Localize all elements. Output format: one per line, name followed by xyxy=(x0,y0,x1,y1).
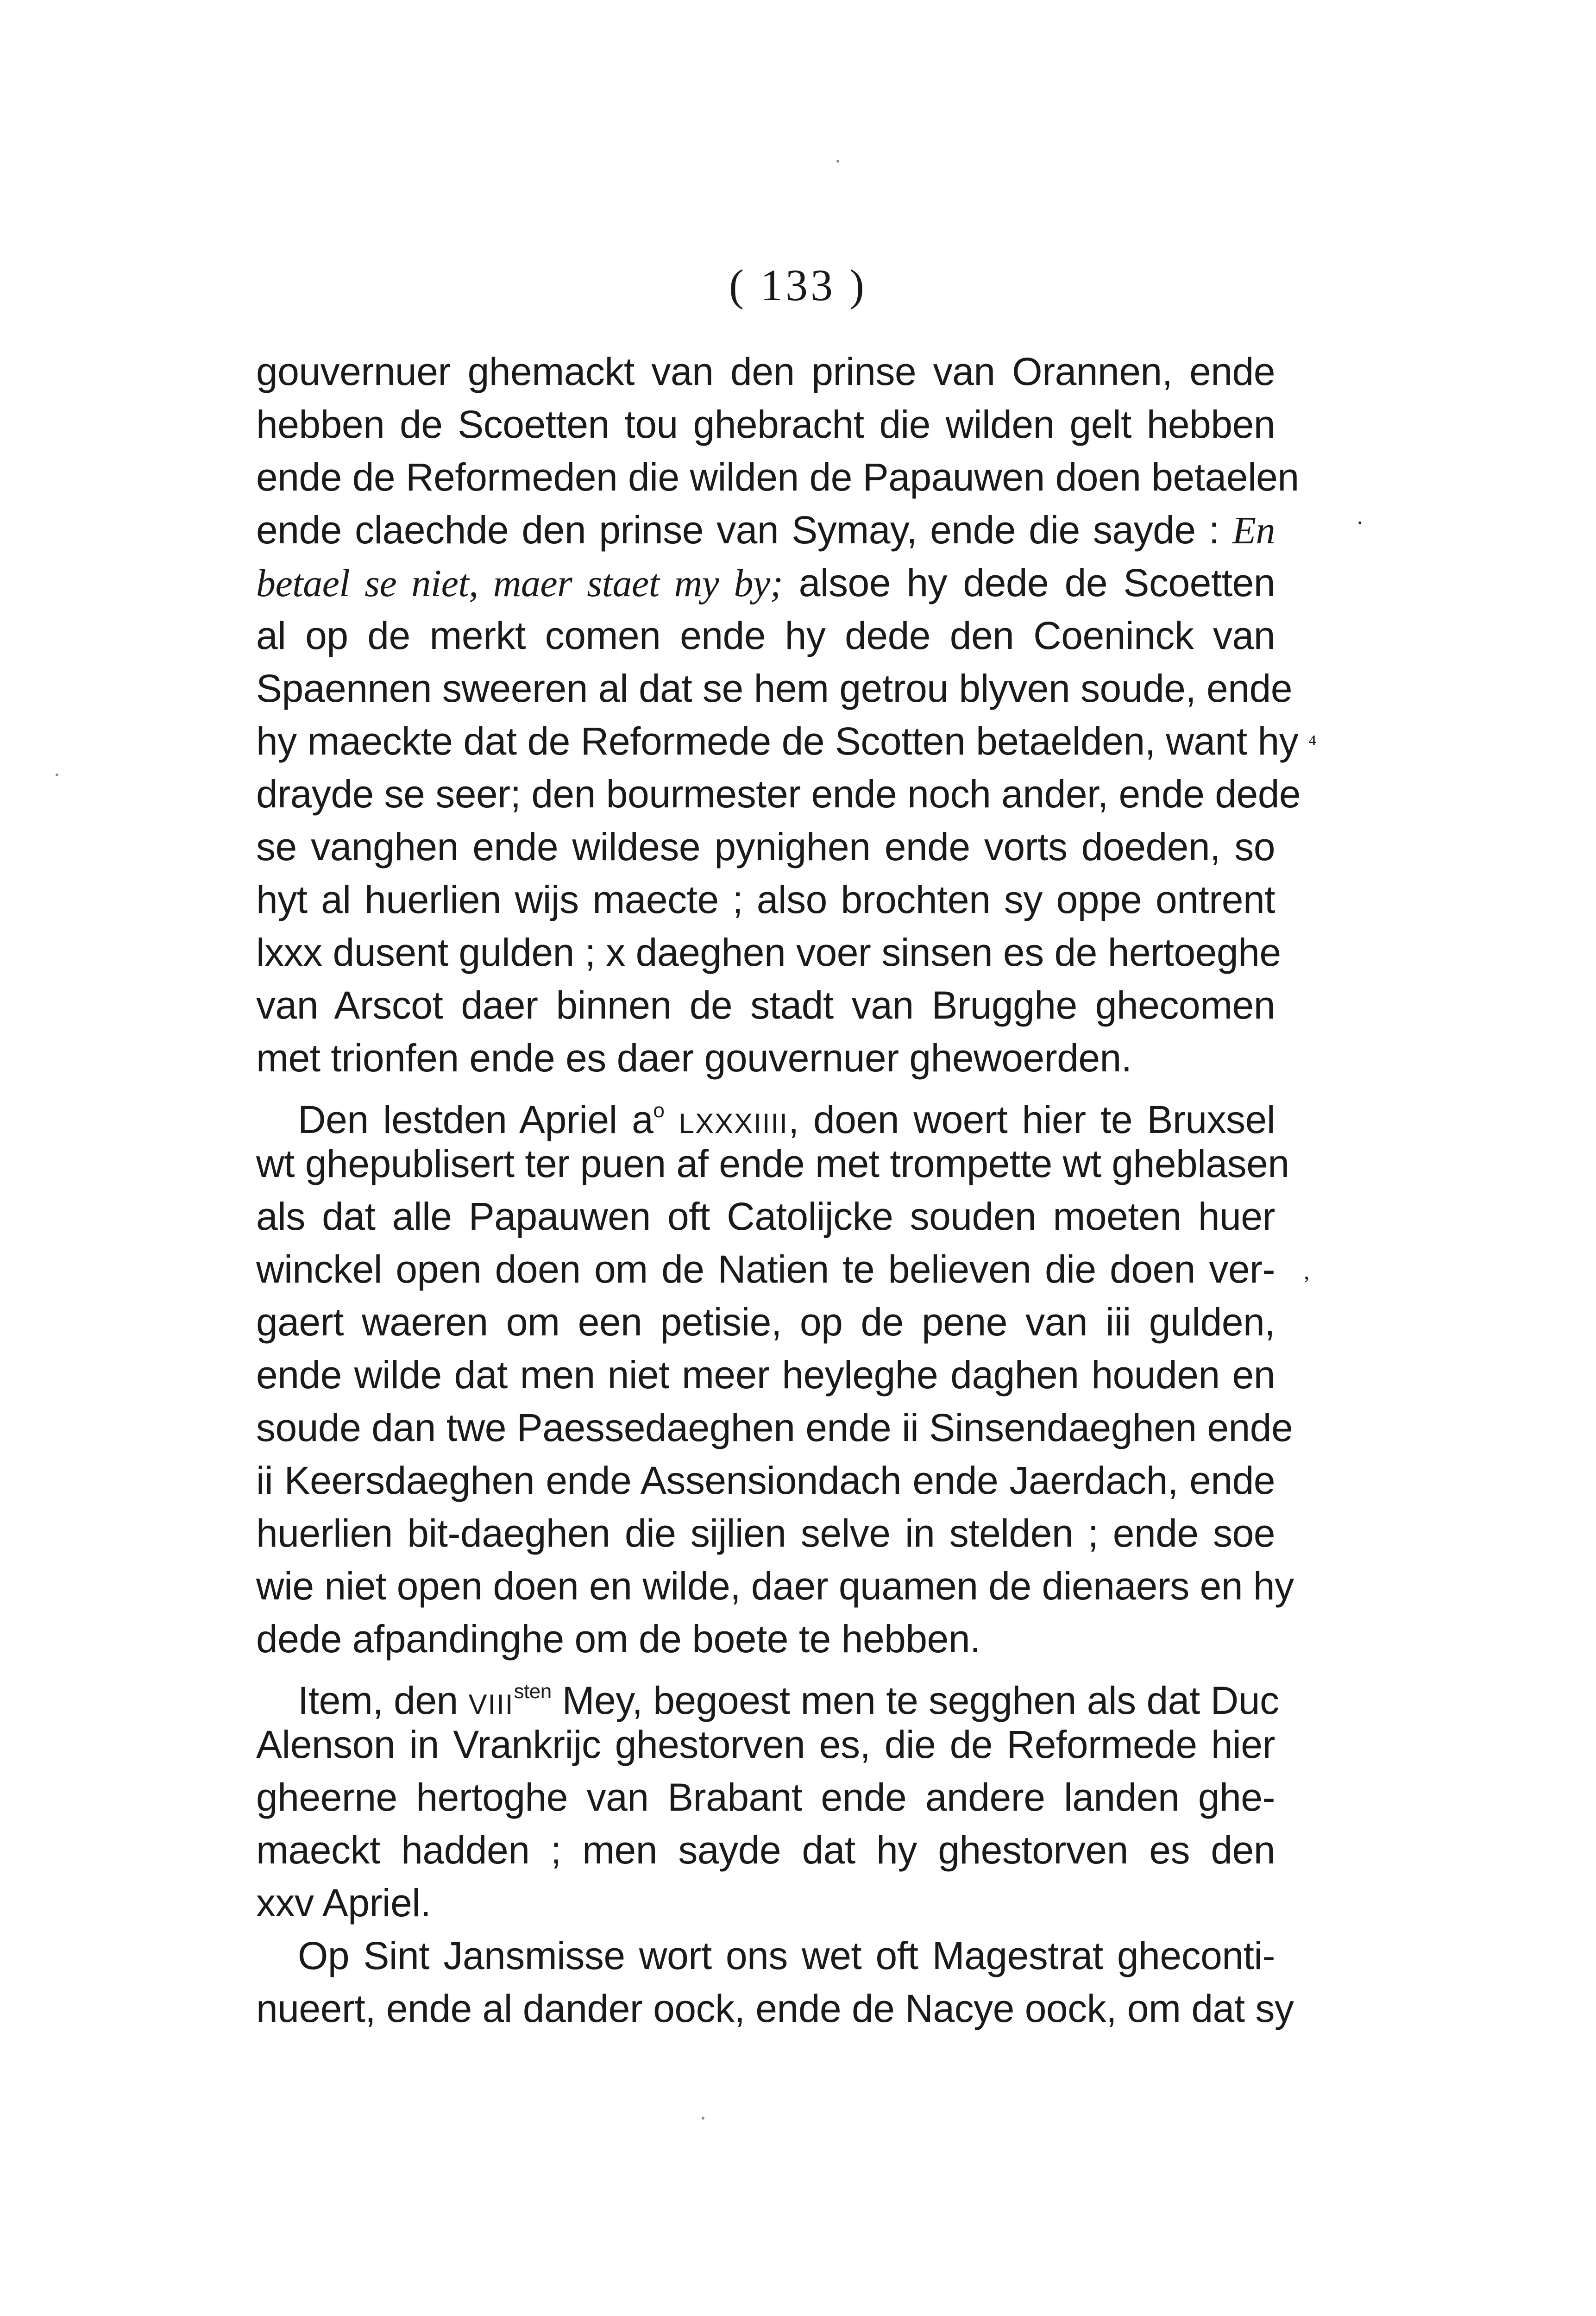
margin-mark: ⁴ xyxy=(1308,730,1317,756)
text-line: drayde se seer; den bourmester ende noch ander, ende dede xyxy=(256,772,1301,816)
text-line: gheerne hertoghe van Brabant ende andere landen ghe- xyxy=(256,1775,1275,1819)
margin-mark: . xyxy=(1357,503,1363,529)
superscript: o xyxy=(653,1099,665,1122)
paper-speck xyxy=(836,160,839,163)
text-line: ende de Reformeden die wilden de Papauwen doen betaelen xyxy=(256,455,1299,499)
text-line: winckel open doen om de Natien te believen die doen ver- xyxy=(256,1247,1275,1291)
text-line: se vanghen ende wildese pynighen ende vorts doeden, so xyxy=(256,825,1275,868)
paper-speck xyxy=(56,774,58,776)
italic-text: betael se niet, maer staet my by; xyxy=(256,562,783,605)
text-line: ende claechde den prinse van Symay, ende die sayde : En xyxy=(256,508,1275,552)
page-number: ( 133 ) xyxy=(729,260,867,310)
text-line: lxxx dusent gulden ; x daeghen voer sinsen es de hertoeghe xyxy=(256,931,1281,974)
text-line: ii Keersdaeghen ende Assensiondach ende Jaerdach, ende xyxy=(256,1459,1275,1502)
text-line: als dat alle Papauwen oft Catolijcke souden moeten huer xyxy=(256,1195,1275,1238)
paper-speck xyxy=(702,2117,704,2120)
paragraph xyxy=(256,1084,1294,1665)
text-line: Op Sint Jansmisse wort ons wet oft Magestrat gheconti- xyxy=(298,1934,1275,1977)
paragraph xyxy=(256,1665,1279,1929)
text-line: Item, den $VIII^{sten}$ Mey, begoest men te segghen als dat Duc xyxy=(298,1679,1279,1722)
text-line: nueert, ende al dander oock, ende de Nacye oock, om dat sy xyxy=(256,1987,1294,2030)
superscript: sten xyxy=(514,1680,552,1703)
text-line: hyt al huerlien wijs maecte ; also brochten sy oppe ontrent xyxy=(256,878,1275,921)
paragraph xyxy=(256,1929,1294,2035)
text-line: soude dan twe Paessedaeghen ende ii Sinsendaeghen ende xyxy=(256,1406,1293,1449)
text-line: gaert waeren om een petisie, op de pene van iii gulden, xyxy=(256,1300,1275,1344)
text-line: al op de merkt comen ende hy dede den Coeninck van xyxy=(256,614,1275,657)
text-line: Spaennen sweeren al dat se hem getrou blyven soude, ende xyxy=(256,667,1292,710)
body-text xyxy=(256,345,1301,2035)
text-line: Den lestden Apriel $a^o$ LXXXIIII, doen woert hier te Bruxsel xyxy=(298,1098,1275,1141)
small-caps-numeral: LXXXIIII xyxy=(679,1108,788,1139)
text-line: maeckt hadden ; men sayde dat hy ghestorven es den xyxy=(256,1828,1275,1872)
text-line: hebben de Scoetten tou ghebracht die wilden gelt hebben xyxy=(256,403,1275,446)
text-line: xxv Apriel. xyxy=(256,1881,431,1925)
text-line: gouvernuer ghemackt van den prinse van Orannen, ende xyxy=(256,350,1275,393)
text-line: hy maeckte dat de Reformede de Scotten betaelden, want hy xyxy=(256,719,1299,763)
text-line: Alenson in Vrankrijc ghestorven es, die de Reformede hier xyxy=(256,1723,1275,1766)
text-line: wie niet open doen en wilde, daer quamen de dienaers en hy xyxy=(256,1564,1294,1608)
text-line: van Arscot daer binnen de stadt van Brugghe ghecomen xyxy=(256,983,1275,1027)
small-caps-numeral: VIII xyxy=(468,1689,514,1720)
margin-mark: , xyxy=(1304,1258,1310,1284)
text-line: betael se niet, maer staet my by; alsoe hy dede de Scoetten xyxy=(256,561,1275,605)
text-line: wt ghepublisert ter puen af ende met trompette wt gheblasen xyxy=(256,1142,1289,1185)
italic-text: En xyxy=(1232,509,1275,552)
text-line: dede afpandinghe om de boete te hebben. xyxy=(256,1617,980,1661)
text-line: huerlien bit-daeghen die sijlien selve in stelden ; ende soe xyxy=(256,1511,1275,1555)
paragraph xyxy=(256,345,1301,1084)
text-line: met trionfen ende es daer gouvernuer ghewoerden. xyxy=(256,1036,1132,1080)
text-line: ende wilde dat men niet meer heyleghe daghen houden en xyxy=(256,1353,1275,1397)
